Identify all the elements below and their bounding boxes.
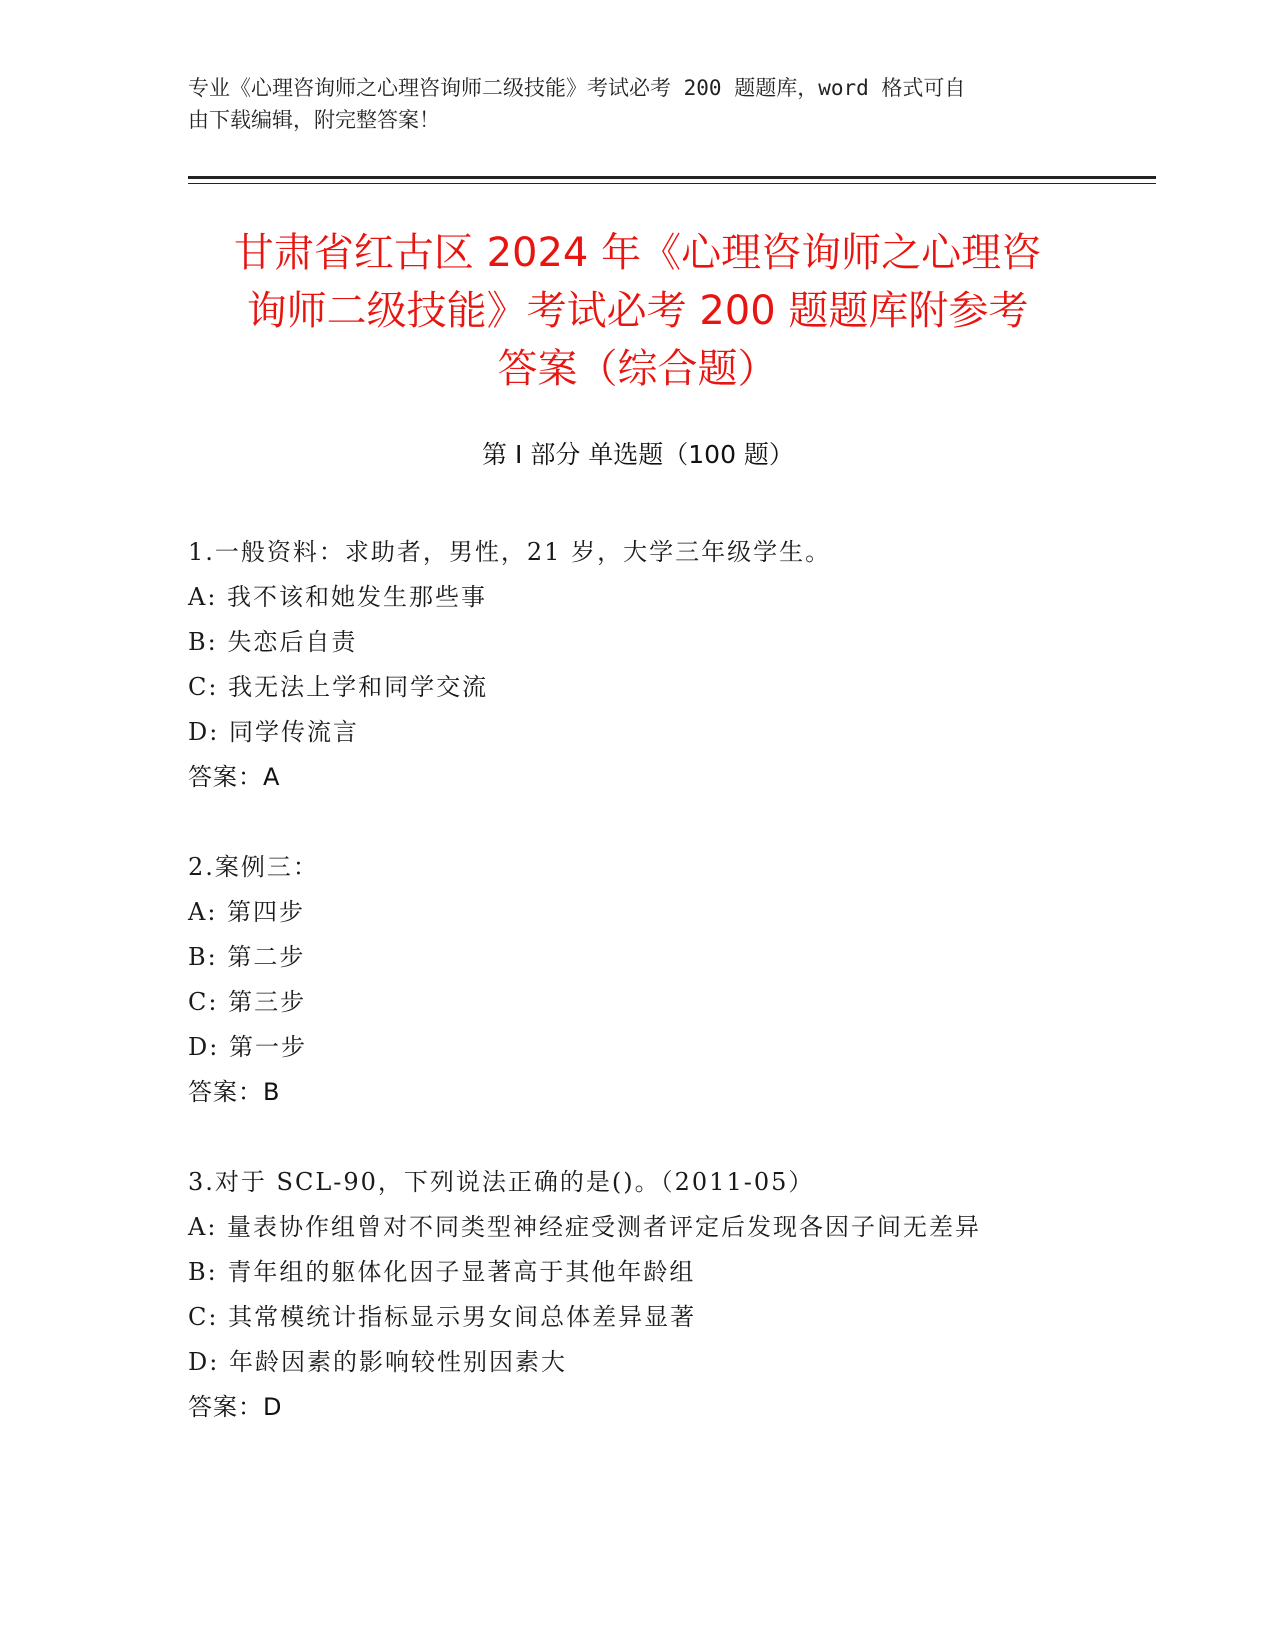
question-item xyxy=(188,530,1128,800)
question-stem: 3.对于 SCL-90，下列说法正确的是()。（2011-05） xyxy=(188,1168,815,1196)
option-d: D: 年龄因素的影响较性别因素大 xyxy=(188,1348,567,1376)
title-line-3: 答案（综合题） xyxy=(497,346,778,392)
option-b: B: 第二步 xyxy=(188,943,306,971)
header-note-line-1: 专业《心理咨询师之心理咨询师二级技能》考试必考 200 题题库，word 格式可自 xyxy=(188,76,966,100)
header-divider-thick xyxy=(188,176,1156,179)
option-b: B: 青年组的躯体化因子显著高于其他年龄组 xyxy=(188,1258,696,1286)
option-a: A: 第四步 xyxy=(188,898,306,926)
question-stem: 2.案例三： xyxy=(188,853,319,881)
document-title xyxy=(160,224,1115,398)
header-note xyxy=(188,72,1088,136)
option-c: C: 其常模统计指标显示男女间总体差异显著 xyxy=(188,1303,697,1331)
option-c: C: 第三步 xyxy=(188,988,307,1016)
option-b: B: 失恋后自责 xyxy=(188,628,358,656)
question-item xyxy=(188,1160,1128,1430)
title-line-1: 甘肃省红古区 2024 年《心理咨询师之心理咨 xyxy=(233,230,1042,276)
option-a: A: 量表协作组曾对不同类型神经症受测者评定后发现各因子间无差异 xyxy=(188,1213,982,1241)
option-d: D: 同学传流言 xyxy=(188,718,359,746)
section-title: 第 I 部分 单选题（100 题） xyxy=(482,440,794,469)
option-a: A: 我不该和她发生那些事 xyxy=(188,583,488,611)
answer-line: 答案：A xyxy=(188,763,281,791)
question-stem: 1.一般资料：求助者，男性，21 岁，大学三年级学生。 xyxy=(188,538,832,566)
option-c: C: 我无法上学和同学交流 xyxy=(188,673,489,701)
question-list xyxy=(188,530,1128,1475)
option-d: D: 第一步 xyxy=(188,1033,307,1061)
answer-line: 答案：D xyxy=(188,1393,283,1421)
header-note-line-2: 由下载编辑，附完整答案！ xyxy=(188,108,440,132)
header-divider-thin xyxy=(188,183,1156,184)
title-line-2: 询师二级技能》考试必考 200 题题库附参考 xyxy=(246,288,1029,334)
answer-line: 答案：B xyxy=(188,1078,281,1106)
question-item xyxy=(188,845,1128,1115)
